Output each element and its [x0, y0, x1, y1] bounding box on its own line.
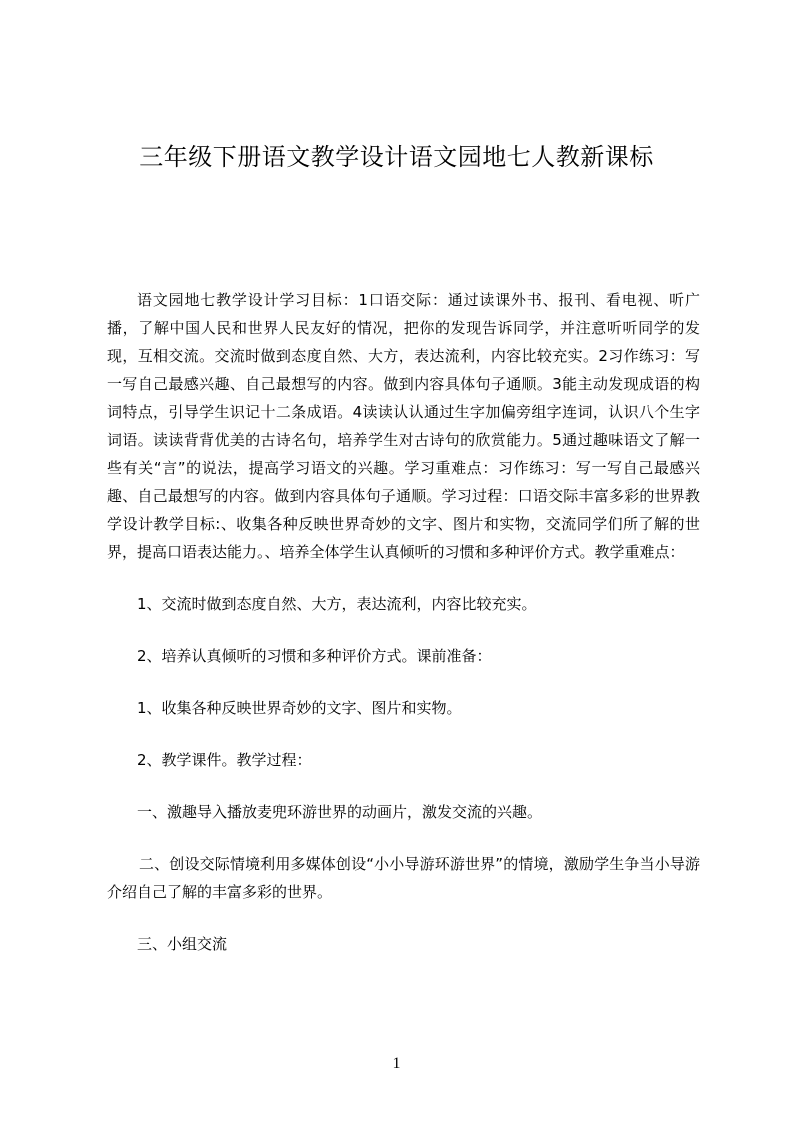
- paragraph-learning-objectives: 语文园地七教学设计学习目标：1口语交际：通过读课外书、报刊、看电视、听广播，了解中国人民和世界人民友好的情况，把你的发现告诉同学，并注意听听同学的发现，互相交流。交流时做到态度自然、大方，表达流利，内容比较充实。2习作练习：写一写自己最感兴趣、自己最想写的内容。做到内容具体句子通顺。3能主动发现成语的构词特点，引导学生识记十二条成语。4读读认认通过生字加偏旁组字连词，认识八个生字词语。读读背背优美的古诗名句，培养学生对古诗句的欣赏能力。5通过趣味语文了解一些有关“言”的说法，提高学习语文的兴趣。学习重难点：习作练习：写一写自己最感兴趣、自己最想写的内容。做到内容具体句子通顺。学习过程：口语交际丰富多彩的世界教学设计教学目标:、收集各种反映世界奇妙的文字、图片和实物，交流同学们所了解的世界，提高口语表达能力。、培养全体学生认真倾听的习惯和多种评价方式。教学重难点：: [107, 291, 700, 561]
- paragraph-step-2: 二、创设交际情境利用多媒体创设“小小导游环游世界”的情境，激励学生争当小导游介绍自己了解的丰富多彩的世界。: [107, 855, 700, 901]
- paragraph-preparation-1: 1、收集各种反映世界奇妙的文字、图片和实物。: [137, 699, 462, 717]
- paragraph-preparation-2: 2、教学课件。教学过程：: [137, 751, 312, 769]
- document-body: [107, 286, 700, 958]
- page-number: 1: [392, 1055, 401, 1072]
- paragraph-step-3: 三、小组交流: [137, 935, 228, 953]
- paragraph-key-point-1: 1、交流时做到态度自然、大方，表达流利，内容比较充实。: [137, 595, 537, 613]
- paragraph-step-1: 一、激趣导入播放麦兜环游世界的动画片，激发交流的兴趣。: [137, 803, 543, 821]
- paragraph-key-point-2: 2、培养认真倾听的习惯和多种评价方式。课前准备：: [137, 647, 492, 665]
- document-title: 三年级下册语文教学设计语文园地七人教新课标: [139, 143, 654, 171]
